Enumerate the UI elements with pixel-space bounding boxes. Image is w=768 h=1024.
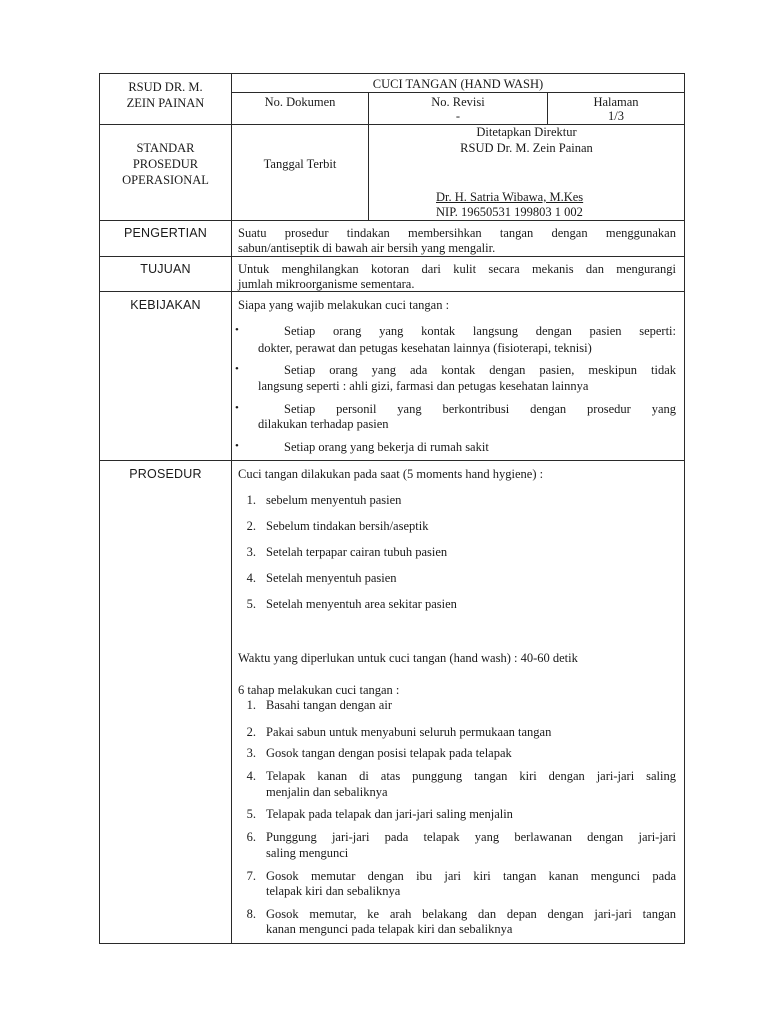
org-name-line-2: ZEIN PAINAN: [126, 96, 205, 110]
kebijakan-label: KEBIJAKAN: [130, 298, 201, 312]
revision-value: -: [455, 109, 461, 123]
step-item-line-1: Gosok memutar dengan ibu jari kiri tangan kanan mengunci pada: [266, 869, 676, 883]
step-item-line-2: menjalin dan sebaliknya: [266, 785, 388, 799]
bullet-icon: •: [235, 363, 239, 375]
tujuan-label: TUJUAN: [140, 262, 191, 276]
divider-title-row: [231, 92, 685, 93]
kebijakan-item-line-1: Setiap orang yang ada kontak dengan pasien, meskipun tidak: [284, 363, 676, 377]
pengertian-line-2: sabun/antiseptik di bawah air bersih yang mengalir.: [238, 241, 496, 255]
kebijakan-item-line-1: Setiap orang yang bekerja di rumah sakit: [284, 440, 489, 454]
table-border-right: [684, 73, 685, 944]
step-item-line-2: saling mengunci: [266, 846, 349, 860]
moment-item: Sebelum tindakan bersih/aseptik: [266, 519, 429, 533]
issue-date-label: Tanggal Terbit: [263, 157, 337, 171]
divider-sop: [99, 220, 685, 221]
step-number: 6.: [246, 830, 256, 844]
moment-number: 2.: [246, 519, 256, 533]
page-value: 1/3: [608, 109, 624, 123]
step-item: Telapak pada telapak dan jari-jari saling menjalin: [266, 807, 513, 821]
tujuan-line-2: jumlah mikroorganisme sementara.: [238, 277, 415, 291]
step-item-line-2: telapak kiri dan sebaliknya: [266, 884, 401, 898]
pengertian-label: PENGERTIAN: [123, 226, 208, 240]
step-item: Basahi tangan dengan air: [266, 698, 392, 712]
step-number: 3.: [246, 746, 256, 760]
kebijakan-item-line-2: langsung seperti : ahli gizi, farmasi dan petugas kesehatan lainnya: [258, 379, 589, 393]
bullet-icon: •: [235, 402, 239, 414]
revision-label: No. Revisi: [431, 95, 485, 109]
steps-intro: 6 tahap melakukan cuci tangan :: [238, 683, 400, 697]
prosedur-intro: Cuci tangan dilakukan pada saat (5 moments hand hygiene) :: [238, 467, 544, 481]
moment-number: 1.: [246, 493, 256, 507]
step-number: 7.: [246, 869, 256, 883]
director-name: Dr. H. Satria Wibawa, M.Kes: [436, 190, 584, 204]
page-label: Halaman: [593, 95, 639, 109]
kebijakan-item-line-1: Setiap personil yang berkontribusi dengan prosedur yang: [284, 402, 676, 416]
step-item: Pakai sabun untuk menyabuni seluruh permukaan tangan: [266, 725, 552, 739]
step-item-line-1: Gosok memutar, ke arah belakang dan depan dengan jari-jari tangan: [266, 907, 676, 921]
table-border-bottom: [99, 943, 685, 944]
moment-number: 4.: [246, 571, 256, 585]
step-number: 1.: [246, 698, 256, 712]
step-number: 8.: [246, 907, 256, 921]
prosedur-label: PROSEDUR: [129, 467, 202, 481]
moment-item: Setelah menyentuh pasien: [266, 571, 397, 585]
divider-pengertian: [99, 256, 685, 257]
sop-label-line-2: PROSEDUR: [132, 157, 199, 171]
step-item-line-2: kanan mengunci pada telapak kiri dan sebaliknya: [266, 922, 513, 936]
doc-number-label: No. Dokumen: [264, 95, 336, 109]
org-name-line-1: RSUD DR. M.: [128, 80, 203, 94]
kebijakan-intro: Siapa yang wajib melakukan cuci tangan :: [238, 298, 450, 312]
moment-item: Setelah menyentuh area sekitar pasien: [266, 597, 457, 611]
sop-label-line-1: STANDAR: [136, 141, 195, 155]
moment-number: 3.: [246, 545, 256, 559]
kebijakan-item-line-2: dilakukan terhadap pasien: [258, 417, 389, 431]
kebijakan-item-line-1: Setiap orang yang kontak langsung dengan pasien seperti:: [284, 324, 676, 338]
step-number: 5.: [246, 807, 256, 821]
moment-item: sebelum menyentuh pasien: [266, 493, 402, 507]
divider-kebijakan: [99, 460, 685, 461]
pengertian-line-1: Suatu prosedur tindakan membersihkan tangan dengan menggunakan: [238, 226, 676, 240]
approval-line-1: Ditetapkan Direktur: [476, 125, 577, 139]
time-note: Waktu yang diperlukan untuk cuci tangan (hand wash) : 40-60 detik: [238, 651, 578, 665]
table-border-top: [99, 73, 685, 74]
moment-number: 5.: [246, 597, 256, 611]
table-border-left: [99, 73, 100, 944]
moment-item: Setelah terpapar cairan tubuh pasien: [266, 545, 448, 559]
step-number: 2.: [246, 725, 256, 739]
step-number: 4.: [246, 769, 256, 783]
bullet-icon: •: [235, 324, 239, 336]
document-title: CUCI TANGAN (HAND WASH): [372, 77, 544, 91]
divider-label-column: [231, 73, 232, 944]
director-nip: NIP. 19650531 199803 1 002: [436, 205, 583, 219]
step-item-line-1: Telapak kanan di atas punggung tangan kiri dengan jari-jari saling: [266, 769, 676, 783]
kebijakan-item-line-2: dokter, perawat dan petugas kesehatan lainnya (fisioterapi, teknisi): [258, 341, 592, 355]
bullet-icon: •: [235, 440, 239, 452]
sop-label-line-3: OPERASIONAL: [122, 173, 209, 187]
step-item-line-1: Punggung jari-jari pada telapak yang berlawanan dengan jari-jari: [266, 830, 676, 844]
step-item: Gosok tangan dengan posisi telapak pada telapak: [266, 746, 512, 760]
approval-line-2: RSUD Dr. M. Zein Painan: [460, 141, 593, 155]
tujuan-line-1: Untuk menghilangkan kotoran dari kulit secara mekanis dan mengurangi: [238, 262, 676, 276]
